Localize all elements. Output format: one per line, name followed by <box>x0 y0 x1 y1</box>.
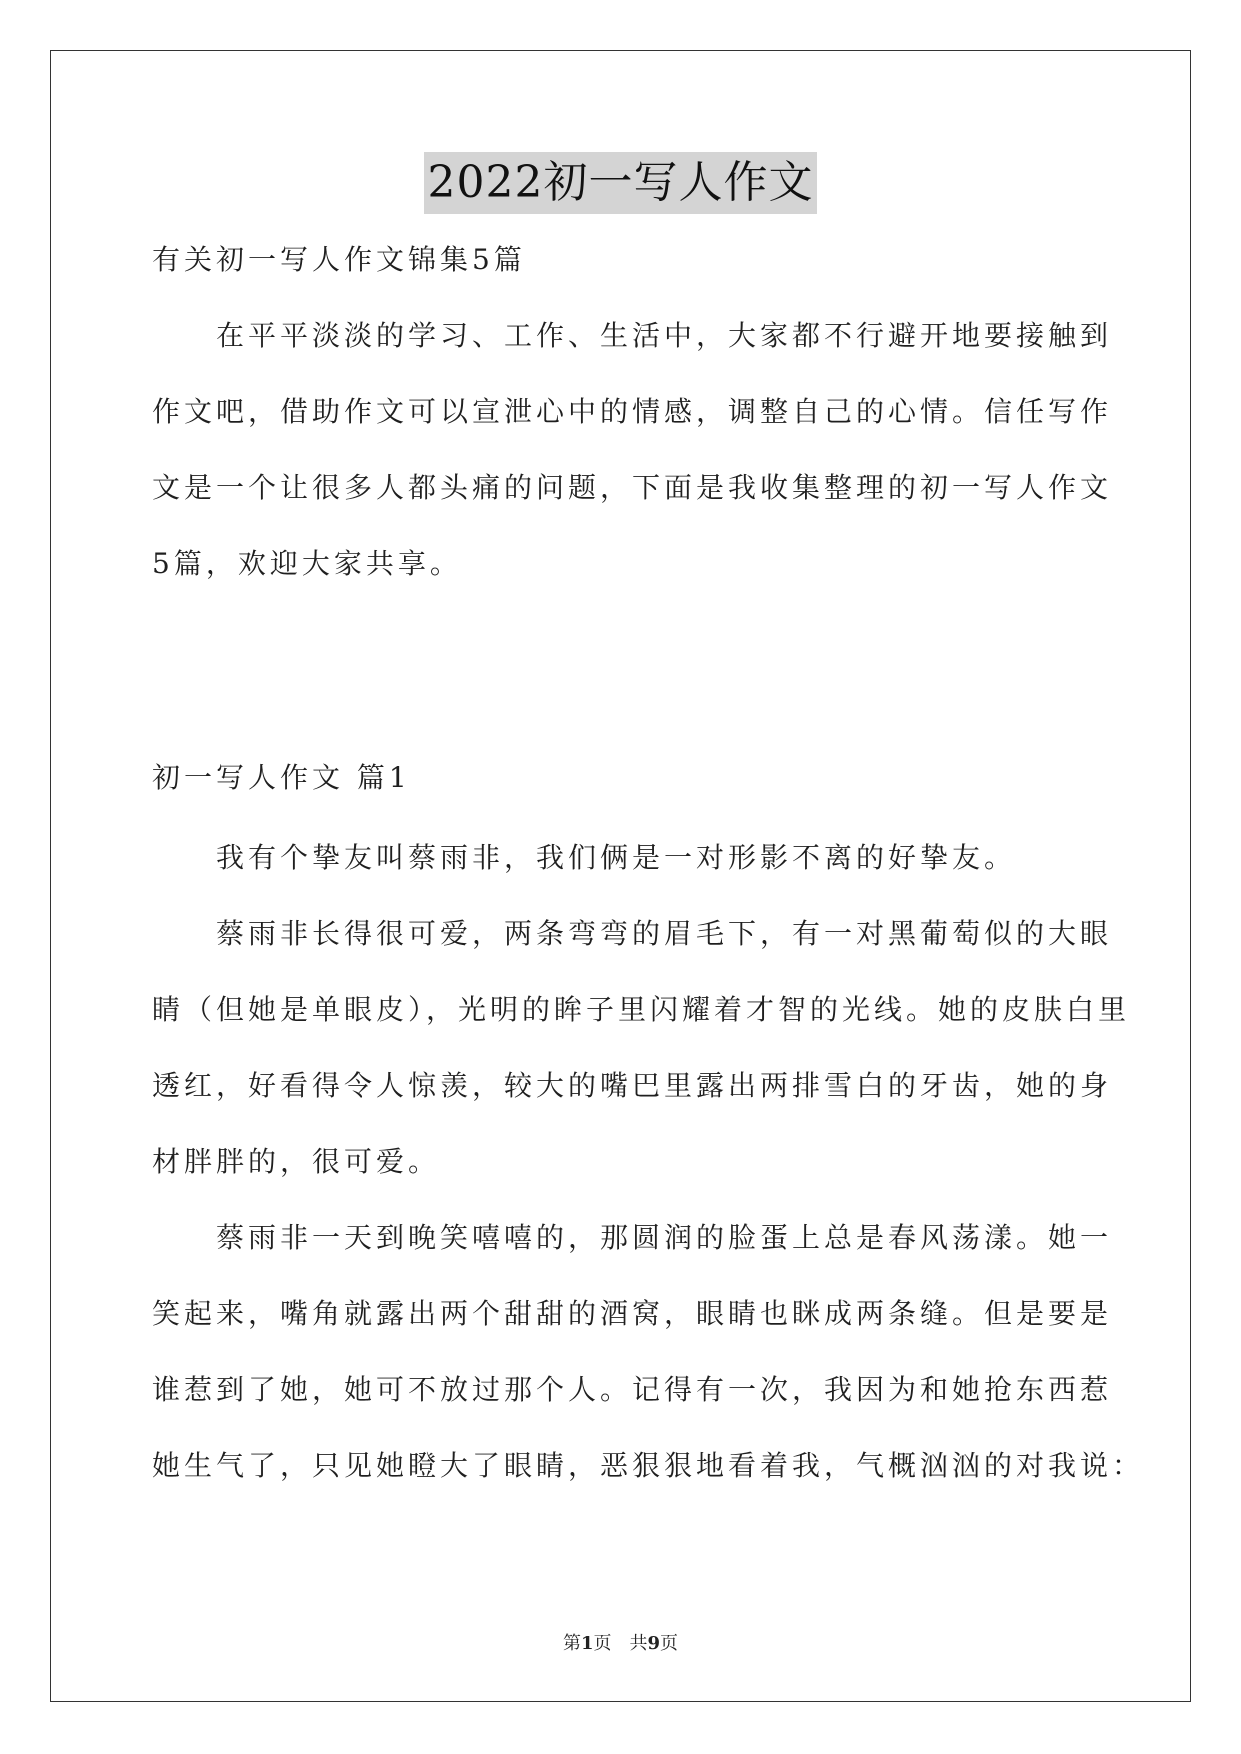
section-heading: 初一写人作文 篇1 <box>152 761 411 794</box>
footer-prefix: 第 <box>562 1633 581 1654</box>
footer-suffix: 页 <box>660 1633 679 1654</box>
document-subtitle: 有关初一写人作文锦集5篇 <box>152 243 526 276</box>
total-page-number: 9 <box>647 1633 661 1654</box>
intro-line: 5篇，欢迎大家共享。 <box>152 547 462 580</box>
document-title: 2022初一写人作文 <box>424 152 818 214</box>
body-line: 笑起来，嘴角就露出两个甜甜的酒窝，眼睛也眯成两条缝。但是要是 <box>152 1297 1113 1330</box>
body-line: 谁惹到了她，她可不放过那个人。记得有一次，我因为和她抢东西惹 <box>152 1373 1113 1406</box>
body-line: 蔡雨非长得很可爱，两条弯弯的眉毛下，有一对黑葡萄似的大眼 <box>152 917 1113 950</box>
intro-line: 文是一个让很多人都头痛的问题，下面是我收集整理的初一写人作文 <box>152 471 1113 504</box>
body-line: 我有个挚友叫蔡雨非，我们俩是一对形影不离的好挚友。 <box>152 841 1017 874</box>
body-line: 材胖胖的，很可爱。 <box>152 1145 441 1178</box>
intro-line: 在平平淡淡的学习、工作、生活中，大家都不行避开地要接触到 <box>152 319 1113 352</box>
body-line: 睛（但她是单眼皮），光明的眸子里闪耀着才智的光线。她的皮肤白里 <box>152 993 1131 1026</box>
intro-line: 作文吧，借助作文可以宣泄心中的情感，调整自己的心情。信任写作 <box>152 395 1113 428</box>
footer-middle: 页 共 <box>593 1633 648 1654</box>
body-line: 她生气了，只见她瞪大了眼睛，恶狠狠地看着我，气概汹汹的对我说： <box>152 1449 1145 1482</box>
title-container <box>0 152 1241 214</box>
current-page-number: 1 <box>580 1633 594 1654</box>
page-footer <box>0 1632 1241 1656</box>
body-line: 透红，好看得令人惊羡，较大的嘴巴里露出两排雪白的牙齿，她的身 <box>152 1069 1113 1102</box>
body-line: 蔡雨非一天到晚笑嘻嘻的，那圆润的脸蛋上总是春风荡漾。她一 <box>152 1221 1113 1254</box>
